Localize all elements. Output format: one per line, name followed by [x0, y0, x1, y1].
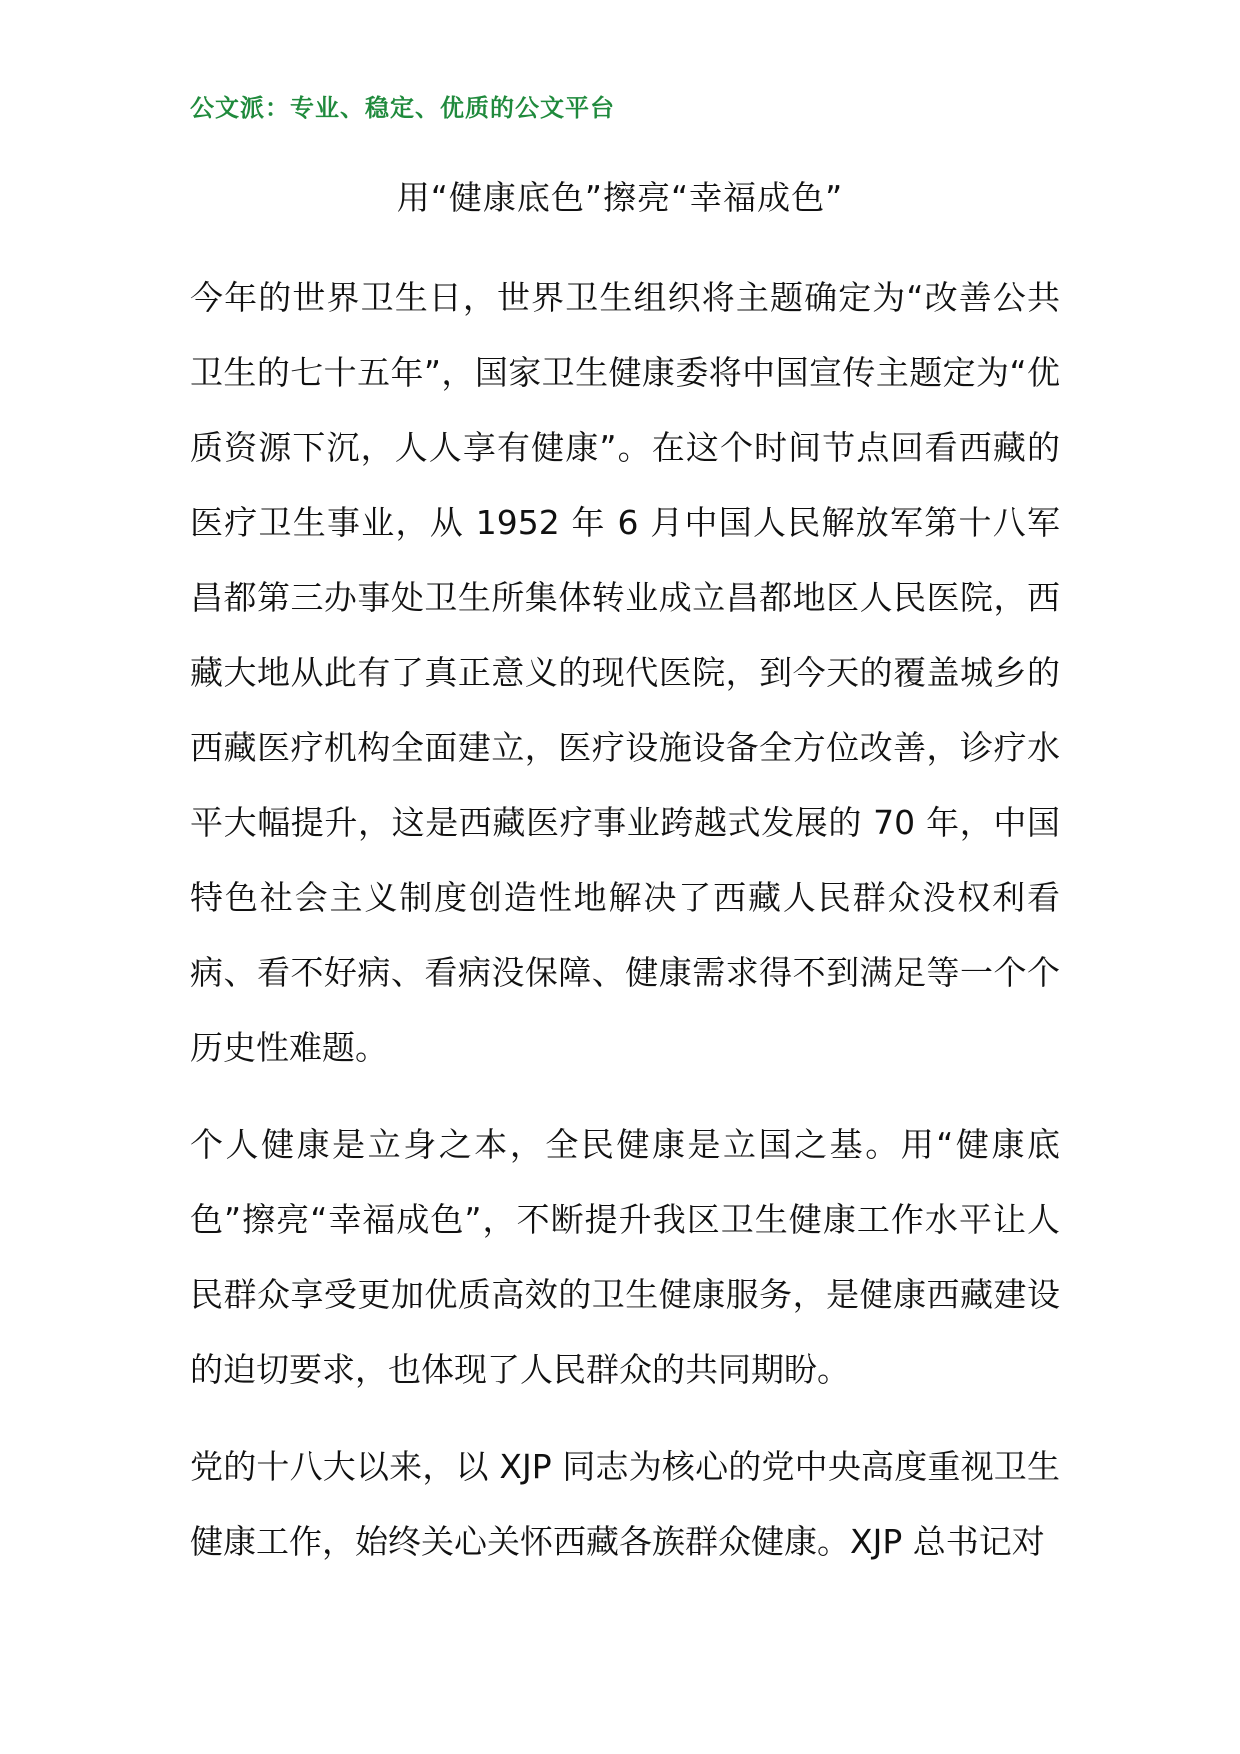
document-title: 用“健康底色”擦亮“幸福成色” — [396, 178, 844, 217]
site-header: 公文派：专业、稳定、优质的公文平台 — [190, 94, 615, 122]
document-body — [190, 260, 1060, 1601]
paragraph-2: 个人健康是立身之本，全民健康是立国之基。用“健康底色”擦亮“幸福成色”，不断提升我区卫生健康工作水平让人民群众享受更加优质高效的卫生健康服务，是健康西藏建设的迫切要求，也体现了人民群众的共同期盼。 — [190, 1125, 1060, 1389]
paragraph-3: 党的十八大以来，以 XJP 同志为核心的党中央高度重视卫生健康工作，始终关心关怀西藏各族群众健康。XJP 总书记对 — [190, 1447, 1060, 1561]
paragraph-1: 今年的世界卫生日，世界卫生组织将主题确定为“改善公共卫生的七十五年”，国家卫生健康委将中国宣传主题定为“优质资源下沉，人人享有健康”。在这个时间节点回看西藏的医疗卫生事业，从 1952 年 6 月中国人民解放军第十八军昌都第三办事处卫生所集体转业成立昌都地区人民医院，西藏大地从此有了真正意义的现代医院，到今天的覆盖城乡的西藏医疗机构全面建立，医疗设施设备全方位改善，诊疗水平大幅提升，这是西藏医疗事业跨越式发展的 70 年，中国特色社会主义制度创造性地解决了西藏人民群众没权利看病、看不好病、看病没保障、健康需求得不到满足等一个个历史性难题。 — [190, 278, 1060, 1067]
